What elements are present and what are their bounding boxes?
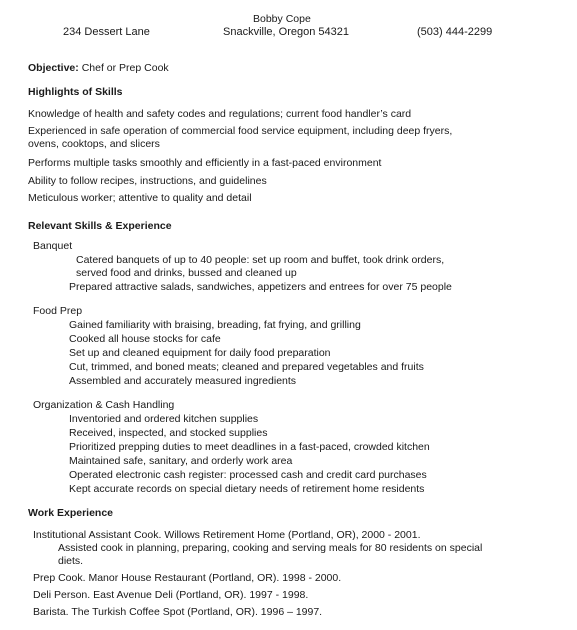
organization-item: Inventoried and ordered kitchen supplies — [69, 413, 259, 425]
highlight-item: ovens, cooktops, and slicers — [28, 138, 160, 150]
job-description: Assisted cook in planning, preparing, cooking and serving meals for 80 residents on special — [58, 542, 483, 554]
job-entry: Institutional Assistant Cook. Willows Retirement Home (Portland, OR), 2000 - 2001. — [33, 529, 421, 541]
food-prep-item: Set up and cleaned equipment for daily food preparation — [69, 347, 331, 359]
city-state-zip: Snackville, Oregon 54321 — [223, 26, 349, 38]
job-entry: Barista. The Turkish Coffee Spot (Portland, OR). 1996 – 1997. — [33, 606, 323, 618]
banquet-item: Catered banquets of up to 40 people: set up room and buffet, took drink orders, — [76, 254, 445, 266]
banquet-item: served food and drinks, bussed and cleaned up — [76, 267, 297, 279]
highlight-item: Meticulous worker; attentive to quality and detail — [28, 192, 252, 204]
banquet-title: Banquet — [33, 240, 73, 252]
organization-item: Kept accurate records on special dietary needs of retirement home residents — [69, 483, 425, 495]
highlights-heading: Highlights of Skills — [28, 86, 123, 98]
work-experience-heading: Work Experience — [28, 507, 114, 519]
job-entry: Prep Cook. Manor House Restaurant (Portland, OR). 1998 - 2000. — [33, 572, 342, 584]
highlight-item: Knowledge of health and safety codes and regulations; current food handler’s card — [28, 108, 412, 120]
objective-value: Chef or Prep Cook — [81, 62, 169, 74]
organization-item: Received, inspected, and stocked supplies — [69, 427, 268, 439]
food-prep-item: Gained familiarity with braising, breading, fat frying, and grilling — [69, 319, 361, 331]
organization-title: Organization & Cash Handling — [33, 399, 175, 411]
food-prep-item: Cooked all house stocks for cafe — [69, 333, 221, 345]
food-prep-title: Food Prep — [33, 305, 83, 317]
organization-item: Operated electronic cash register: processed cash and credit card purchases — [69, 469, 427, 481]
banquet-item: Prepared attractive salads, sandwiches, appetizers and entrees for over 75 people — [69, 281, 452, 293]
phone-number: (503) 444-2299 — [417, 26, 493, 38]
highlight-item: Experienced in safe operation of commercial food service equipment, including deep fryers, — [28, 125, 453, 137]
organization-item: Maintained safe, sanitary, and orderly work area — [69, 455, 293, 467]
highlight-item: Performs multiple tasks smoothly and efficiently in a fast-paced environment — [28, 157, 382, 169]
objective-label: Objective: — [28, 62, 79, 74]
job-entry: Deli Person. East Avenue Deli (Portland, OR). 1997 - 1998. — [33, 589, 309, 601]
food-prep-item: Assembled and accurately measured ingredients — [69, 375, 297, 387]
highlight-item: Ability to follow recipes, instructions, and guidelines — [28, 175, 267, 187]
objective-line — [28, 62, 169, 74]
job-description: diets. — [58, 555, 84, 567]
street-address: 234 Dessert Lane — [63, 26, 150, 38]
applicant-name: Bobby Cope — [253, 13, 311, 25]
food-prep-item: Cut, trimmed, and boned meats; cleaned and prepared vegetables and fruits — [69, 361, 424, 373]
organization-item: Prioritized prepping duties to meet deadlines in a fast-paced, crowded kitchen — [69, 441, 430, 453]
relevant-skills-heading: Relevant Skills & Experience — [28, 220, 172, 232]
